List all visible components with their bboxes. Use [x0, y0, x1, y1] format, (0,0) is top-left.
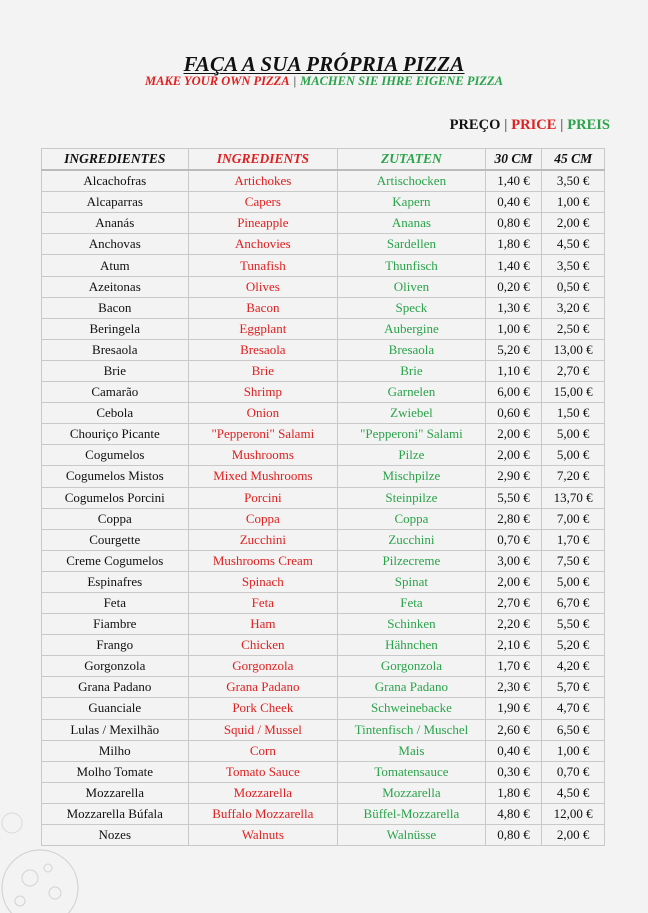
price-45cm: 5,70 €: [542, 677, 605, 698]
price-30cm: 2,60 €: [485, 719, 542, 740]
ingredient-de: Kapern: [338, 192, 486, 213]
ingredient-en: Spinach: [188, 571, 338, 592]
price-30cm: 1,90 €: [485, 698, 542, 719]
ingredient-de: Tintenfisch / Muschel: [338, 719, 486, 740]
price-30cm: 1,80 €: [485, 234, 542, 255]
price-30cm: 1,40 €: [485, 170, 542, 192]
ingredient-en: Pork Cheek: [188, 698, 338, 719]
ingredient-en: Chicken: [188, 635, 338, 656]
ingredient-de: Aubergine: [338, 318, 486, 339]
ingredient-en: Bresaola: [188, 339, 338, 360]
price-45cm: 6,50 €: [542, 719, 605, 740]
ingredient-pt: Feta: [42, 592, 189, 613]
ingredient-de: Coppa: [338, 508, 486, 529]
ingredient-pt: Ananás: [42, 213, 189, 234]
price-30cm: 1,40 €: [485, 255, 542, 276]
price-45cm: 5,00 €: [542, 424, 605, 445]
price-45cm: 2,50 €: [542, 318, 605, 339]
price-30cm: 2,80 €: [485, 508, 542, 529]
table-row: [42, 761, 605, 782]
table-row: [42, 656, 605, 677]
price-45cm: 2,00 €: [542, 825, 605, 846]
price-45cm: 5,00 €: [542, 571, 605, 592]
ingredient-pt: Beringela: [42, 318, 189, 339]
ingredient-de: Brie: [338, 360, 486, 381]
ingredient-en: Corn: [188, 740, 338, 761]
column-header-zutaten: ZUTATEN: [338, 149, 486, 171]
table-row: [42, 803, 605, 824]
column-header-ingredients: INGREDIENTS: [188, 149, 338, 171]
subtitle-german: MACHEN SIE IHRE EIGENE PIZZA: [300, 74, 503, 88]
price-45cm: 1,00 €: [542, 192, 605, 213]
price-45cm: 3,50 €: [542, 170, 605, 192]
price-30cm: 0,60 €: [485, 403, 542, 424]
price-30cm: 1,10 €: [485, 360, 542, 381]
ingredient-en: Brie: [188, 360, 338, 381]
price-45cm: 0,50 €: [542, 276, 605, 297]
price-30cm: 0,70 €: [485, 529, 542, 550]
table-row: [42, 318, 605, 339]
ingredient-pt: Mozzarella: [42, 782, 189, 803]
price-30cm: 5,20 €: [485, 339, 542, 360]
price-30cm: 1,00 €: [485, 318, 542, 339]
ingredient-de: Zwiebel: [338, 403, 486, 424]
ingredient-pt: Gorgonzola: [42, 656, 189, 677]
ingredient-de: Walnüsse: [338, 825, 486, 846]
ingredient-pt: Fiambre: [42, 614, 189, 635]
table-row: [42, 614, 605, 635]
ingredient-de: Mischpilze: [338, 466, 486, 487]
ingredient-en: Gorgonzola: [188, 656, 338, 677]
price-45cm: 6,70 €: [542, 592, 605, 613]
ingredient-de: Mozzarella: [338, 782, 486, 803]
ingredient-pt: Cogumelos: [42, 445, 189, 466]
ingredient-de: Spinat: [338, 571, 486, 592]
price-45cm: 1,50 €: [542, 403, 605, 424]
price-30cm: 1,30 €: [485, 297, 542, 318]
ingredient-pt: Frango: [42, 635, 189, 656]
price-label-en: PRICE: [511, 117, 557, 133]
ingredient-de: Mais: [338, 740, 486, 761]
price-30cm: 0,20 €: [485, 276, 542, 297]
table-row: [42, 782, 605, 803]
ingredient-de: Schinken: [338, 614, 486, 635]
price-30cm: 2,00 €: [485, 424, 542, 445]
price-30cm: 2,10 €: [485, 635, 542, 656]
ingredient-pt: Azeitonas: [42, 276, 189, 297]
table-row: [42, 677, 605, 698]
column-header-30cm: 30 CM: [485, 149, 542, 171]
table-row: [42, 360, 605, 381]
ingredient-de: Artischocken: [338, 170, 486, 192]
ingredient-pt: Alcachofras: [42, 170, 189, 192]
ingredient-pt: Brie: [42, 360, 189, 381]
ingredient-de: Oliven: [338, 276, 486, 297]
price-45cm: 5,00 €: [542, 445, 605, 466]
price-45cm: 7,50 €: [542, 550, 605, 571]
table-row: [42, 382, 605, 403]
ingredient-pt: Courgette: [42, 529, 189, 550]
price-45cm: 15,00 €: [542, 382, 605, 403]
price-45cm: 5,50 €: [542, 614, 605, 635]
price-45cm: 4,20 €: [542, 656, 605, 677]
column-header-ingredientes: INGREDIENTES: [42, 149, 189, 171]
ingredient-en: Onion: [188, 403, 338, 424]
price-header: [450, 117, 610, 134]
ingredient-en: Pineapple: [188, 213, 338, 234]
table-row: [42, 297, 605, 318]
ingredient-en: Ham: [188, 614, 338, 635]
ingredient-pt: Bresaola: [42, 339, 189, 360]
ingredient-pt: Cogumelos Porcini: [42, 487, 189, 508]
price-30cm: 5,50 €: [485, 487, 542, 508]
table-row: [42, 592, 605, 613]
ingredient-en: Anchovies: [188, 234, 338, 255]
ingredient-en: Tunafish: [188, 255, 338, 276]
table-row: [42, 403, 605, 424]
price-label-de: PREIS: [567, 117, 610, 133]
table-row: [42, 213, 605, 234]
ingredient-pt: Anchovas: [42, 234, 189, 255]
ingredient-en: Mixed Mushrooms: [188, 466, 338, 487]
table-row: [42, 487, 605, 508]
table-row: [42, 192, 605, 213]
ingredient-en: Artichokes: [188, 170, 338, 192]
price-45cm: 3,50 €: [542, 255, 605, 276]
price-separator-2: |: [560, 117, 564, 133]
ingredient-en: Olives: [188, 276, 338, 297]
ingredient-de: Grana Padano: [338, 677, 486, 698]
price-label-pt: PREÇO: [449, 117, 501, 133]
table-row: [42, 445, 605, 466]
ingredient-pt: Chouriço Picante: [42, 424, 189, 445]
ingredient-pt: Bacon: [42, 297, 189, 318]
ingredient-de: Bresaola: [338, 339, 486, 360]
table-row: [42, 571, 605, 592]
ingredient-de: Zucchini: [338, 529, 486, 550]
price-45cm: 13,70 €: [542, 487, 605, 508]
price-30cm: 1,80 €: [485, 782, 542, 803]
ingredient-pt: Mozzarella Búfala: [42, 803, 189, 824]
price-30cm: 2,00 €: [485, 571, 542, 592]
ingredient-de: Sardellen: [338, 234, 486, 255]
ingredient-pt: Coppa: [42, 508, 189, 529]
ingredient-en: Buffalo Mozzarella: [188, 803, 338, 824]
ingredient-de: Thunfisch: [338, 255, 486, 276]
ingredient-en: Coppa: [188, 508, 338, 529]
price-45cm: 1,00 €: [542, 740, 605, 761]
price-30cm: 0,80 €: [485, 825, 542, 846]
ingredient-de: Steinpilze: [338, 487, 486, 508]
table-row: [42, 550, 605, 571]
subtitle-english: MAKE YOUR OWN PIZZA: [145, 74, 290, 88]
ingredient-pt: Atum: [42, 255, 189, 276]
price-30cm: 0,30 €: [485, 761, 542, 782]
price-30cm: 0,40 €: [485, 740, 542, 761]
ingredients-price-table: [41, 148, 605, 846]
table-row: [42, 234, 605, 255]
ingredient-en: Porcini: [188, 487, 338, 508]
ingredient-en: Squid / Mussel: [188, 719, 338, 740]
price-30cm: 4,80 €: [485, 803, 542, 824]
ingredient-en: Eggplant: [188, 318, 338, 339]
price-45cm: 7,00 €: [542, 508, 605, 529]
ingredient-de: Hähnchen: [338, 635, 486, 656]
table-row: [42, 276, 605, 297]
ingredient-en: Tomato Sauce: [188, 761, 338, 782]
price-30cm: 6,00 €: [485, 382, 542, 403]
table-row: [42, 529, 605, 550]
ingredient-en: Walnuts: [188, 825, 338, 846]
ingredient-pt: Alcaparras: [42, 192, 189, 213]
ingredient-en: Mozzarella: [188, 782, 338, 803]
ingredient-de: Feta: [338, 592, 486, 613]
ingredient-de: Speck: [338, 297, 486, 318]
price-45cm: 13,00 €: [542, 339, 605, 360]
price-45cm: 4,50 €: [542, 234, 605, 255]
ingredient-pt: Creme Cogumelos: [42, 550, 189, 571]
ingredient-de: Pilze: [338, 445, 486, 466]
ingredient-de: Büffel-Mozzarella: [338, 803, 486, 824]
price-30cm: 2,20 €: [485, 614, 542, 635]
ingredient-pt: Molho Tomate: [42, 761, 189, 782]
ingredient-en: Mushrooms Cream: [188, 550, 338, 571]
ingredient-en: Bacon: [188, 297, 338, 318]
ingredient-de: Garnelen: [338, 382, 486, 403]
table-row: [42, 170, 605, 192]
ingredient-de: Schweinebacke: [338, 698, 486, 719]
price-separator-1: |: [504, 117, 508, 133]
ingredient-pt: Guanciale: [42, 698, 189, 719]
subtitle-separator: |: [293, 74, 297, 88]
price-45cm: 3,20 €: [542, 297, 605, 318]
price-45cm: 7,20 €: [542, 466, 605, 487]
ingredient-en: Capers: [188, 192, 338, 213]
table-row: [42, 255, 605, 276]
ingredient-en: "Pepperoni" Salami: [188, 424, 338, 445]
price-30cm: 2,90 €: [485, 466, 542, 487]
price-30cm: 2,30 €: [485, 677, 542, 698]
table-header-row: [42, 149, 605, 171]
price-45cm: 0,70 €: [542, 761, 605, 782]
ingredient-de: Gorgonzola: [338, 656, 486, 677]
ingredient-en: Mushrooms: [188, 445, 338, 466]
ingredient-de: "Pepperoni" Salami: [338, 424, 486, 445]
table-row: [42, 339, 605, 360]
ingredient-pt: Cogumelos Mistos: [42, 466, 189, 487]
price-45cm: 2,70 €: [542, 360, 605, 381]
price-45cm: 2,00 €: [542, 213, 605, 234]
ingredient-en: Grana Padano: [188, 677, 338, 698]
price-30cm: 2,00 €: [485, 445, 542, 466]
ingredient-pt: Cebola: [42, 403, 189, 424]
table-row: [42, 424, 605, 445]
ingredient-pt: Camarão: [42, 382, 189, 403]
column-header-45cm: 45 CM: [542, 149, 605, 171]
price-30cm: 3,00 €: [485, 550, 542, 571]
ingredient-de: Pilzecreme: [338, 550, 486, 571]
ingredient-de: Ananas: [338, 213, 486, 234]
page-title: FAÇA A SUA PRÓPRIA PIZZA: [183, 52, 465, 76]
price-30cm: 0,80 €: [485, 213, 542, 234]
price-30cm: 1,70 €: [485, 656, 542, 677]
table-row: [42, 635, 605, 656]
ingredient-pt: Milho: [42, 740, 189, 761]
ingredient-pt: Lulas / Mexilhão: [42, 719, 189, 740]
price-45cm: 1,70 €: [542, 529, 605, 550]
ingredient-pt: Grana Padano: [42, 677, 189, 698]
table-row: [42, 698, 605, 719]
ingredient-en: Zucchini: [188, 529, 338, 550]
price-45cm: 4,70 €: [542, 698, 605, 719]
ingredient-pt: Nozes: [42, 825, 189, 846]
price-30cm: 2,70 €: [485, 592, 542, 613]
table-row: [42, 508, 605, 529]
table-row: [42, 740, 605, 761]
table-row: [42, 466, 605, 487]
table-row: [42, 719, 605, 740]
ingredient-en: Feta: [188, 592, 338, 613]
table-row: [42, 825, 605, 846]
price-45cm: 5,20 €: [542, 635, 605, 656]
page-subtitle: [0, 74, 648, 89]
price-30cm: 0,40 €: [485, 192, 542, 213]
ingredient-en: Shrimp: [188, 382, 338, 403]
price-45cm: 4,50 €: [542, 782, 605, 803]
ingredient-pt: Espinafres: [42, 571, 189, 592]
ingredient-de: Tomatensauce: [338, 761, 486, 782]
price-45cm: 12,00 €: [542, 803, 605, 824]
